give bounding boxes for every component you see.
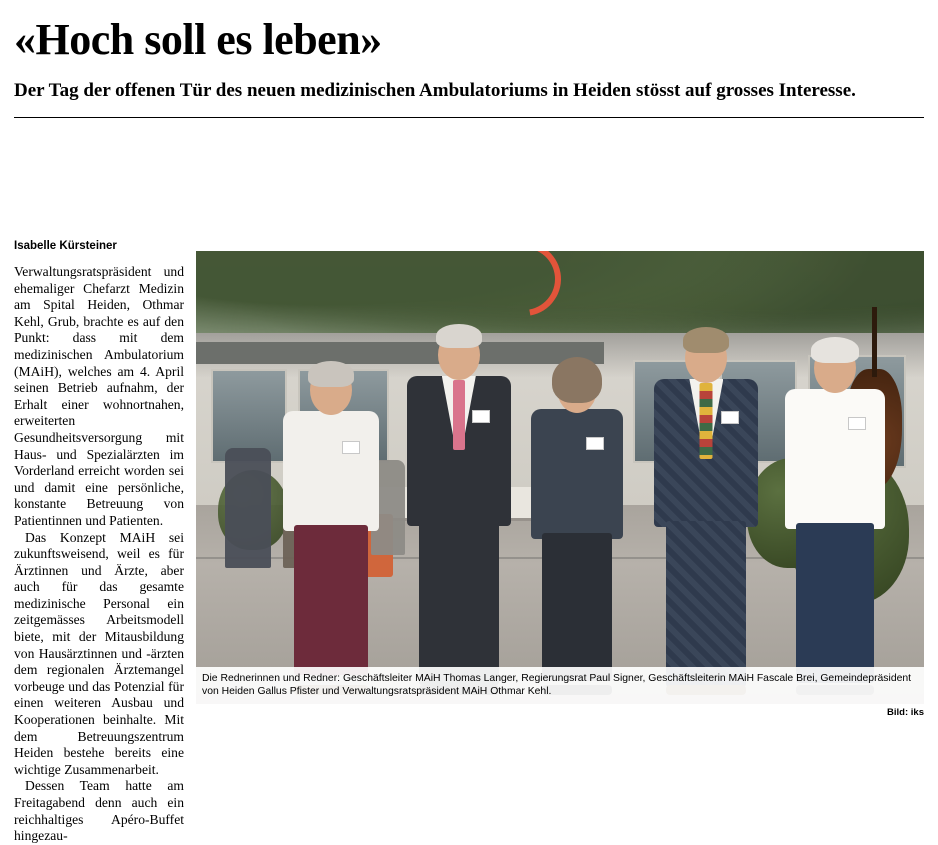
article-photo xyxy=(196,251,924,704)
byline: Isabelle Kürsteiner xyxy=(14,240,117,252)
photo-person-legs xyxy=(796,523,874,683)
photo-name-badge xyxy=(342,441,360,454)
article-body xyxy=(14,264,184,845)
article-photo-block xyxy=(196,251,924,718)
photo-person-tie xyxy=(453,380,465,450)
photo-person-legs xyxy=(666,521,746,687)
photo-person-hair xyxy=(683,327,729,353)
photo-background-guest xyxy=(225,448,271,568)
photo-person-hair xyxy=(308,361,354,387)
photo-name-badge xyxy=(721,411,739,424)
photo-person-torso xyxy=(785,389,885,529)
page-title: «Hoch soll es leben» xyxy=(14,15,382,64)
photo-person-hair xyxy=(811,337,859,363)
photo-name-badge xyxy=(472,410,490,423)
photo-person-tie xyxy=(700,383,713,459)
photo-person-legs xyxy=(419,520,499,685)
photo-person-paul-signer xyxy=(400,330,518,695)
photo-person-torso xyxy=(283,411,379,531)
paragraph-2: Das Konzept MAiH sei zukunftsweisend, weil es für Ärztinnen und Ärzte, aber auch für das gesamte medizinische Personal ein zeitgemässes Arbeitsmodell biete, mit der Mitausbildung von Hausärztinnen und -ärzten dem regionalen Ärztemangel vorbeuge und das Potenzial für einen weiteren Ausbau und Kooperationen beinhalte. Mit dem Betreuungszentrum Heiden bestehe bereits eine wichtige Zusammenarbeit. xyxy=(14,529,184,777)
photo-person-hair xyxy=(436,324,482,348)
photo-caption: Die Rednerinnen und Redner: Geschäftsleiter MAiH Thomas Langer, Regierungsrat Paul Signer, Geschäftsleiterin MAiH Fascale Brei, Gemeindepräsident von Heiden Gallus Pfister und Verwaltungsratspräsident MAiH Othmar Kehl. xyxy=(202,673,912,697)
photo-person-fascale-brei xyxy=(524,365,630,695)
paragraph-3: Dessen Team hatte am Freitagabend denn auch ein reichhaltiges Apéro-Buffet hingezau- xyxy=(14,778,184,844)
photo-person-othmar-kehl xyxy=(778,343,892,695)
photo-name-badge xyxy=(586,437,604,450)
article-left-column xyxy=(14,239,184,845)
photo-person-legs xyxy=(294,525,368,675)
article-page xyxy=(0,14,938,844)
photo-name-badge xyxy=(848,417,866,430)
photo-person-hair xyxy=(552,357,602,403)
photo-person-torso xyxy=(531,409,623,539)
photo-person-gallus-pfister xyxy=(647,333,765,695)
article-subhead: Der Tag der offenen Tür des neuen medizinischen Ambulatoriums in Heiden stösst auf grosses Interesse. xyxy=(14,80,856,101)
photo-caption-bar xyxy=(196,667,924,704)
photo-person-legs xyxy=(542,533,612,681)
header-divider xyxy=(14,117,924,118)
paragraph-1: Verwaltungsratspräsident und ehemaliger Chefarzt Medizin am Spital Heiden, Othmar Kehl, Grub, brachte es auf den Punkt: dass mit dem medizinischen Ambulatorium (MAiH), welches am 4. April seinen Betrieb aufnahm, der Erhalt einer wohnortnahen, erweiterten Gesundheitsversorgung mit Haus- und Spezialärzten im Vorderland erreicht worden sei und damit eine persönliche, konstante Betreuung von Patientinnen und Patienten. xyxy=(14,264,184,528)
photo-person-thomas-langer xyxy=(276,365,386,695)
photo-credit: Bild: iks xyxy=(887,707,924,718)
